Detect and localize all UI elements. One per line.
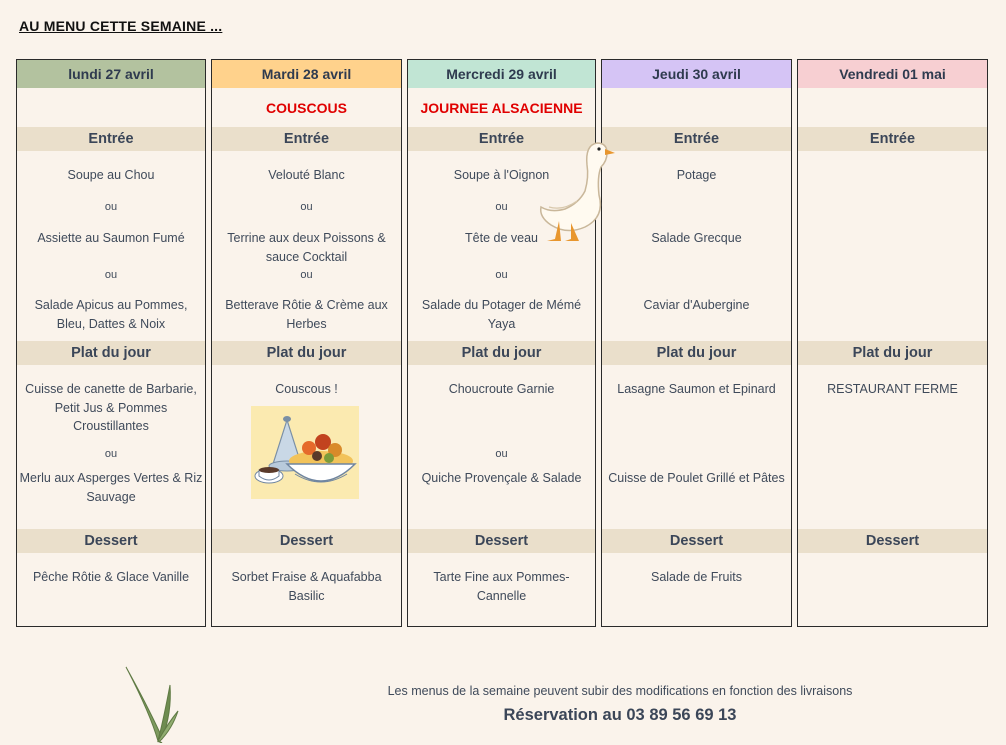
section-dessert: Dessert — [798, 529, 987, 553]
section-dessert: Dessert — [17, 529, 205, 553]
day-column-mardi — [211, 59, 402, 627]
menu-item: Salade du Potager de Mémé Yaya — [421, 298, 582, 331]
day-header: lundi 27 avril — [17, 60, 205, 88]
day-column-lundi — [16, 59, 206, 627]
section-dessert: Dessert — [602, 529, 791, 553]
section-plat: Plat du jour — [408, 341, 595, 365]
menu-item: Cuisse de Poulet Grillé et Pâtes — [608, 471, 785, 485]
goose-illustration — [535, 137, 617, 245]
day-header: Mardi 28 avril — [212, 60, 401, 88]
menu-item: Merlu aux Asperges Vertes & Riz Sauvage — [19, 471, 203, 504]
menu-item: Cuisse de canette de Barbarie, Petit Jus & Pommes Croustillantes — [25, 382, 197, 433]
day-header: Vendredi 01 mai — [798, 60, 987, 88]
section-plat: Plat du jour — [17, 341, 205, 365]
menu-item: Velouté Blanc — [268, 168, 345, 182]
reservation-phone: Réservation au 03 89 56 69 13 — [503, 706, 737, 724]
or-separator: ou — [495, 269, 508, 281]
day-column-jeudi — [601, 59, 792, 627]
or-separator: ou — [495, 201, 508, 213]
menu-item: Sorbet Fraise & Aquafabba Basilic — [231, 570, 382, 603]
menu-item: Quiche Provençale & Salade — [421, 471, 582, 485]
menu-item: Salade Grecque — [651, 231, 742, 245]
menu-item: Terrine aux deux Poissons & sauce Cocktail — [227, 231, 386, 264]
section-dessert: Dessert — [408, 529, 595, 553]
menu-item: Lasagne Saumon et Epinard — [617, 382, 776, 396]
or-separator: ou — [300, 201, 313, 213]
footer-note: Les menus de la semaine peuvent subir des modifications en fonction des livraisons — [387, 684, 853, 698]
section-plat: Plat du jour — [212, 341, 401, 365]
menu-item: Potage — [676, 168, 717, 182]
menu-item: Soupe au Chou — [67, 168, 155, 182]
or-separator: ou — [104, 269, 118, 281]
menu-item: Salade de Fruits — [650, 570, 743, 584]
menu-item: Caviar d'Aubergine — [643, 298, 750, 312]
section-entree: Entrée — [17, 127, 205, 151]
leaf-decoration — [120, 663, 182, 743]
day-special: COUSCOUS — [266, 100, 347, 116]
menu-item: Assiette au Saumon Fumé — [37, 231, 185, 245]
menu-item: Betterave Rôtie & Crème aux Herbes — [225, 298, 388, 331]
menu-item: Couscous ! — [275, 382, 338, 396]
page-heading: AU MENU CETTE SEMAINE ... — [19, 18, 223, 34]
menu-item: Tarte Fine aux Pommes-Cannelle — [433, 570, 570, 603]
section-entree: Entrée — [798, 127, 987, 151]
section-entree: Entrée — [602, 127, 791, 151]
day-header: Mercredi 29 avril — [408, 60, 595, 88]
section-plat: Plat du jour — [798, 341, 987, 365]
menu-item: Salade Apicus au Pommes, Bleu, Dattes & Noix — [34, 298, 188, 331]
day-header: Jeudi 30 avril — [602, 60, 791, 88]
section-dessert: Dessert — [212, 529, 401, 553]
menu-item: Soupe à l'Oignon — [453, 168, 550, 182]
or-separator: ou — [104, 448, 118, 460]
section-entree: Entrée — [212, 127, 401, 151]
or-separator: ou — [300, 269, 313, 281]
or-separator: ou — [104, 201, 118, 213]
or-separator: ou — [495, 448, 508, 460]
menu-item: Tête de veau — [465, 231, 538, 245]
day-special: JOURNEE ALSACIENNE — [420, 100, 583, 116]
couscous-illustration — [251, 406, 359, 499]
menu-item: Choucroute Garnie — [448, 382, 555, 396]
section-entree: Entrée — [408, 127, 595, 151]
day-column-vendredi — [797, 59, 988, 627]
menu-item: RESTAURANT FERME — [827, 382, 958, 396]
menu-item: Pêche Rôtie & Glace Vanille — [32, 570, 190, 584]
section-plat: Plat du jour — [602, 341, 791, 365]
